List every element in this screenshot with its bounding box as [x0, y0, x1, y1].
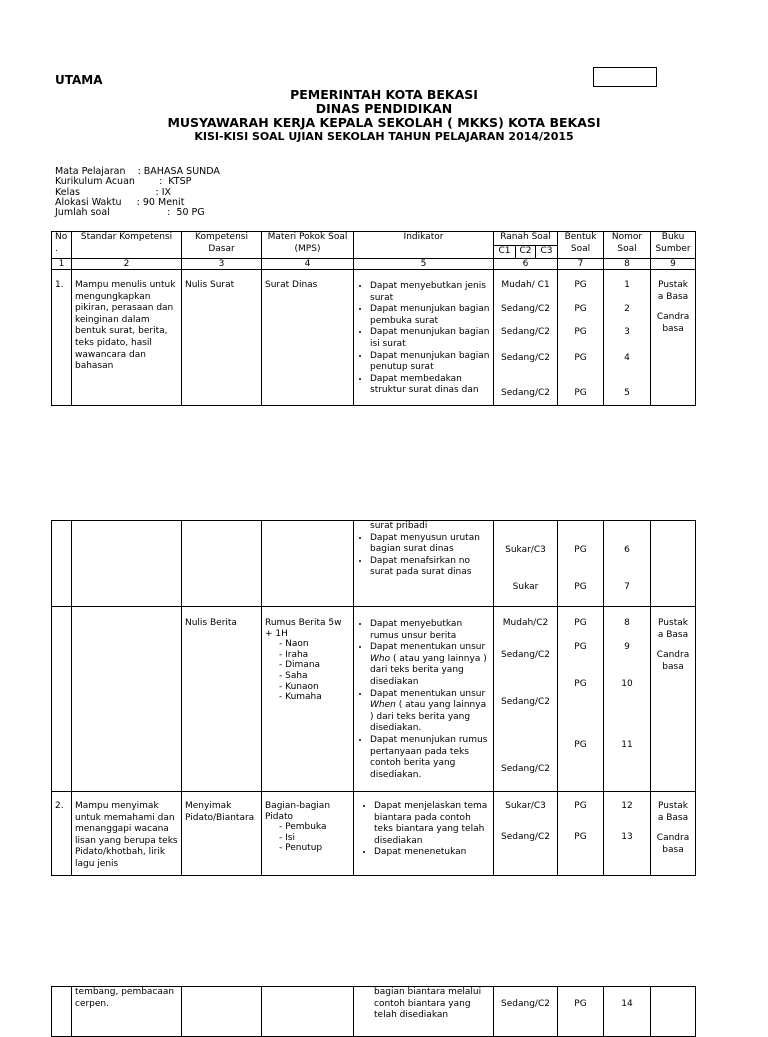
- meta-jumlah: Jumlah soal : 50 PG: [55, 207, 205, 219]
- row3-nomor-1: 8: [624, 618, 630, 628]
- row1-buku: [651, 270, 696, 406]
- row1-materi: Surat Dinas: [262, 270, 354, 406]
- row3-materi-1: - Naon: [279, 639, 350, 650]
- colnum-9: 9: [651, 259, 696, 270]
- row2-nomor-1: 6: [624, 545, 630, 555]
- row2-indikator: [354, 521, 494, 607]
- doc-label: UTAMA: [55, 73, 103, 87]
- meta-block: [55, 167, 220, 218]
- row3-buku: [651, 607, 696, 792]
- row3-indikator: [354, 607, 494, 792]
- row1-bentuk-2: PG: [574, 303, 587, 314]
- row4-buku: [651, 792, 696, 876]
- kisi-table-2: [51, 520, 696, 876]
- doc-title-1: PEMERINTAH KOTA BEKASI: [290, 87, 478, 102]
- th-bentuk: Bentuk Soal: [558, 232, 604, 259]
- row1-nomor-4: 4: [624, 352, 630, 363]
- th-indikator: Indikator: [354, 232, 494, 259]
- meta-kurikulum: Kurikulum Acuan : KTSP: [55, 176, 192, 188]
- row3-ind-2: [370, 642, 490, 688]
- kisi-table-3: [51, 986, 696, 1037]
- row3-bentuk: [558, 607, 604, 792]
- row4-ind-2: • Dapat menenetukan: [374, 847, 490, 859]
- row4-ranah-1: Sukar/C3: [505, 801, 546, 811]
- row1-nomor-1: 1: [624, 280, 630, 290]
- th-c1: C1: [494, 246, 516, 259]
- row1-bentuk-1: PG: [574, 280, 587, 290]
- row3-standar: [72, 607, 182, 792]
- row2-bentuk-2: PG: [574, 581, 587, 592]
- row3-kompetensi: Nulis Berita: [182, 607, 262, 792]
- row3-ind-3a: Dapat menentukan unsur: [370, 688, 486, 699]
- th-nomor: Nomor Soal: [604, 232, 651, 259]
- row3-ranah-1: Mudah/C2: [502, 618, 549, 628]
- row4-nomor: [604, 792, 651, 876]
- row3-ind-4: • Dapat menunjukan rumus pertanyaan pada teks contoh berita yang disediakan.: [370, 735, 490, 781]
- row1-ind-3: • Dapat menunjukan bagian isi surat: [370, 327, 490, 350]
- row3-ranah-2: Sedang/C2: [501, 649, 550, 660]
- doc-title-4: KISI-KISI SOAL UJIAN SEKOLAH TAHUN PELAJARAN 2014/2015: [194, 130, 574, 143]
- meta-alokasi: Alokasi Waktu : 90 Menit: [55, 196, 185, 208]
- row5-ranah: Sedang/C2: [494, 987, 558, 1037]
- th-c2: C2: [516, 246, 536, 259]
- kisi-table-1: [51, 231, 696, 406]
- row4-buku-1: Pustak a Basa: [657, 801, 689, 823]
- th-standar: Standar Kompetensi: [72, 232, 182, 259]
- row2-nomor: [604, 521, 651, 607]
- row3-materi-title: Rumus Berita 5w + 1H: [265, 618, 342, 639]
- row1-nomor: [604, 270, 651, 406]
- row5-standar: tembang, pembacaan cerpen.: [72, 987, 182, 1037]
- colnum-4: 4: [262, 259, 354, 270]
- row4-materi-1: - Pembuka: [279, 822, 350, 833]
- row3-bentuk-3: PG: [574, 679, 587, 690]
- row1-buku-2: Candra basa: [656, 312, 690, 334]
- th-buku: Buku Sumber: [651, 232, 696, 259]
- colnum-6: 6: [494, 259, 558, 270]
- row3-materi-2: - Iraha: [279, 650, 350, 661]
- meta-kelas: Kelas : IX: [55, 186, 172, 198]
- row1-bentuk-4: PG: [574, 352, 587, 363]
- row4-nomor-1: 12: [621, 801, 633, 811]
- row4-materi-3: - Penutup: [279, 843, 350, 854]
- meta-mapel: Mata Pelajaran : BAHASA SUNDA: [55, 166, 220, 177]
- row1-indikator: [354, 270, 494, 406]
- row3-materi-3: - Dimana: [279, 660, 350, 671]
- row2-standar: [72, 521, 182, 607]
- row2-buku: [651, 521, 696, 607]
- row1-standar: Mampu menulis untuk mengungkapkan pikiran, perasaan dan keinginan dalam bentuk surat, berita, teks pidato, hasil wawancara dan bahasan: [72, 270, 182, 406]
- th-no: No .: [52, 232, 72, 259]
- colnum-1: 1: [52, 259, 72, 270]
- row2-ind-1: • Dapat menyusun urutan bagian surat dinas: [370, 533, 490, 556]
- row1-ranah-5: Sedang/C2: [501, 388, 550, 399]
- row5-indikator: bagian biantara melalui contoh biantara yang telah disediakan: [354, 987, 494, 1037]
- row4-nomor-2: 13: [621, 831, 633, 842]
- row1-ranah-2: Sedang/C2: [501, 303, 550, 314]
- row2-materi: [262, 521, 354, 607]
- row2-nomor-2: 7: [624, 581, 630, 592]
- colnum-7: 7: [558, 259, 604, 270]
- row3-ranah-4: Sedang/C2: [501, 763, 550, 774]
- row3-nomor-3: 10: [621, 679, 633, 690]
- code-box: [593, 67, 657, 87]
- row4-buku-2: Candra basa: [656, 833, 690, 855]
- colnum-2: 2: [72, 259, 182, 270]
- row1-bentuk-5: PG: [574, 388, 587, 399]
- row3-ranah-3: Sedang/C2: [501, 697, 550, 708]
- row4-bentuk-2: PG: [574, 831, 587, 842]
- row3-bentuk-2: PG: [574, 641, 587, 652]
- row1-ranah-3: Sedang/C2: [501, 327, 550, 338]
- colnum-5: 5: [354, 259, 494, 270]
- row3-ind-3: [370, 689, 490, 735]
- row1-no: 1.: [52, 270, 72, 406]
- row3-bentuk-1: PG: [574, 618, 587, 628]
- row3-materi: [262, 607, 354, 792]
- row4-bentuk-1: PG: [574, 801, 587, 811]
- row5-kompetensi: [182, 987, 262, 1037]
- row2-no: [52, 521, 72, 607]
- colnum-8: 8: [604, 259, 651, 270]
- row5-materi: [262, 987, 354, 1037]
- row2-ranah-1: Sukar/C3: [505, 545, 546, 555]
- row2-kompetensi: [182, 521, 262, 607]
- row4-materi: [262, 792, 354, 876]
- row1-ind-5: • Dapat membedakan struktur surat dinas dan: [370, 374, 490, 397]
- row4-bentuk: [558, 792, 604, 876]
- row3-ind-2a: Dapat menentukan unsur: [370, 642, 486, 653]
- row3-ind-1: • Dapat menyebutkan rumus unsur berita: [370, 619, 490, 642]
- row3-materi-5: - Kunaon: [279, 682, 350, 693]
- row2-ind-cont: surat pribadi: [370, 521, 428, 531]
- row1-nomor-5: 5: [624, 388, 630, 399]
- row1-ranah-4: Sedang/C2: [501, 352, 550, 363]
- row5-nomor: 14: [604, 987, 651, 1037]
- row3-ind-3c: ( atau yang lainnya ) dari teks berita yang disediakan.: [370, 700, 487, 734]
- row2-bentuk: [558, 521, 604, 607]
- row3-materi-6: - Kumaha: [279, 692, 350, 703]
- row4-materi-title: Bagian-bagian Pidato: [265, 801, 331, 822]
- th-kompetensi: Kompetensi Dasar: [182, 232, 262, 259]
- th-c3: C3: [536, 246, 558, 259]
- row3-ind-2b: Who: [370, 653, 391, 664]
- row4-ranah: [494, 792, 558, 876]
- colnum-3: 3: [182, 259, 262, 270]
- row1-kompetensi: Nulis Surat: [182, 270, 262, 406]
- row4-ranah-2: Sedang/C2: [501, 831, 550, 842]
- row1-bentuk: [558, 270, 604, 406]
- row4-no: 2.: [52, 792, 72, 876]
- row1-nomor-2: 2: [624, 303, 630, 314]
- row3-ind-3b: When: [370, 700, 396, 711]
- row1-ranah: [494, 270, 558, 406]
- row3-materi-4: - Saha: [279, 671, 350, 682]
- row3-nomor-2: 9: [624, 641, 630, 652]
- row4-ind-1: • Dapat menjelaskan tema biantara pada contoh teks biantara yang telah disediakan: [374, 801, 490, 847]
- row1-ind-1: • Dapat menyebutkan jenis surat: [370, 281, 490, 304]
- row3-buku-2: Candra basa: [656, 650, 690, 672]
- row1-ind-2: • Dapat menunjukan bagian pembuka surat: [370, 304, 490, 327]
- row1-nomor-3: 3: [624, 327, 630, 338]
- row3-ranah: [494, 607, 558, 792]
- row1-ind-4: • Dapat menunjukan bagian penutup surat: [370, 351, 490, 374]
- row4-kompetensi: Menyimak Pidato/Biantara: [182, 792, 262, 876]
- row5-no: [52, 987, 72, 1037]
- row3-ind-2c: ( atau yang lainnya ) dari teks berita yang disediakan: [370, 653, 487, 687]
- row5-buku: [651, 987, 696, 1037]
- row3-no: [52, 607, 72, 792]
- row3-nomor-4: 11: [621, 739, 633, 750]
- row1-ranah-1: Mudah/ C1: [501, 280, 550, 290]
- row2-bentuk-1: PG: [574, 545, 587, 555]
- row2-ind-2: • Dapat menafsirkan no surat pada surat dinas: [370, 556, 490, 579]
- row3-bentuk-4: PG: [574, 739, 587, 750]
- row4-materi-2: - Isi: [279, 833, 350, 844]
- row4-indikator: [354, 792, 494, 876]
- th-ranah: Ranah Soal: [494, 232, 558, 246]
- doc-title-2: DINAS PENDIDIKAN: [315, 101, 453, 116]
- row4-standar: Mampu menyimak untuk memahami dan menanggapi wacana lisan yang berupa teks Pidato/khotbah, lirik lagu jenis: [72, 792, 182, 876]
- row3-nomor: [604, 607, 651, 792]
- row1-buku-1: Pustak a Basa: [657, 280, 689, 302]
- row2-ranah-2: Sukar: [512, 581, 539, 592]
- row2-ranah: [494, 521, 558, 607]
- row1-bentuk-3: PG: [574, 327, 587, 338]
- doc-title-3: MUSYAWARAH KERJA KEPALA SEKOLAH ( MKKS) KOTA BEKASI: [167, 115, 601, 130]
- th-materi: Materi Pokok Soal (MPS): [262, 232, 354, 259]
- row5-bentuk: PG: [558, 987, 604, 1037]
- row3-buku-1: Pustak a Basa: [657, 618, 689, 640]
